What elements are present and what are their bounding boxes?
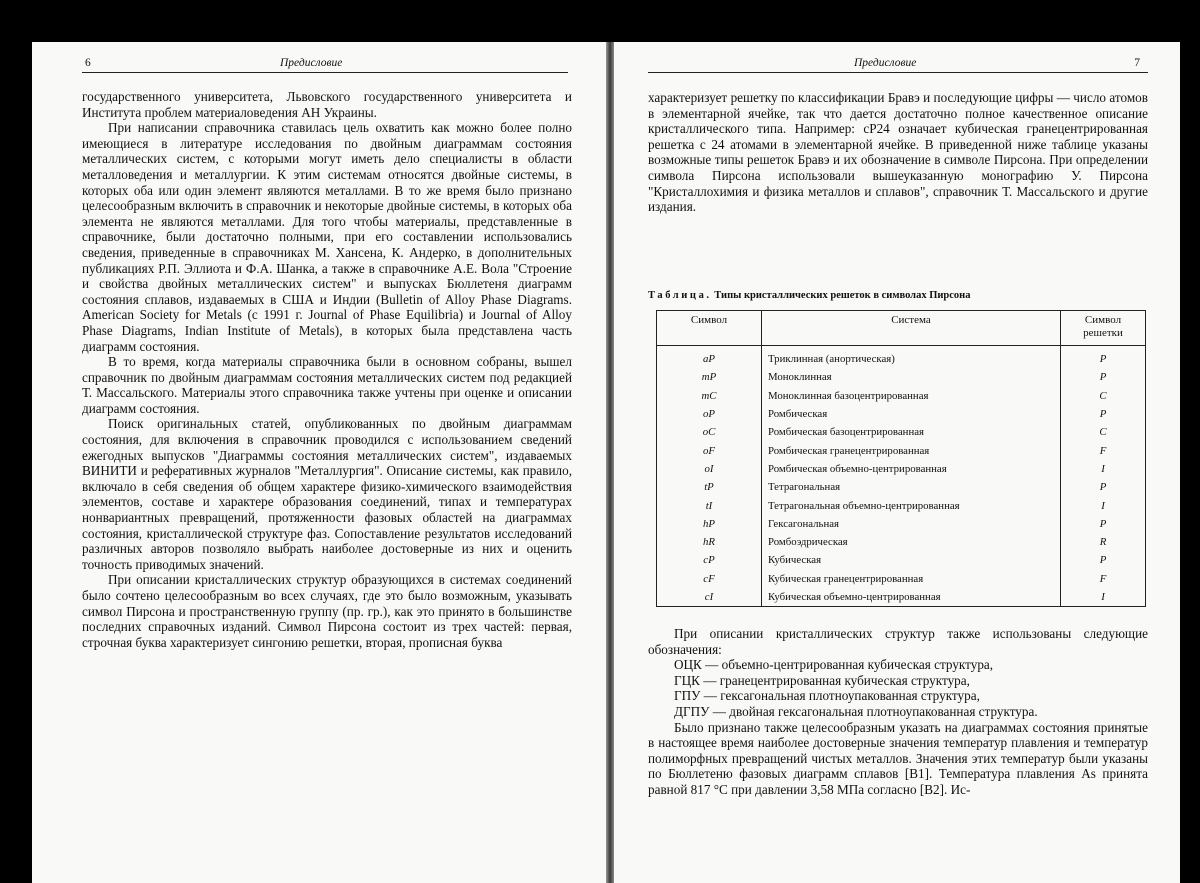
- left-paragraph-1: государственного университета, Львовского государственного университета и Института проблем материаловедения АН Украины.: [82, 89, 572, 120]
- cell-pearson-symbol: oI: [657, 460, 762, 478]
- cell-system: Ромбическая гранецентрированная: [762, 441, 1061, 459]
- left-page-number: 6: [85, 57, 91, 69]
- pearson-symbol-table: [656, 310, 1146, 607]
- cell-lattice-symbol: I: [1101, 499, 1105, 512]
- right-running-head: [648, 54, 1148, 73]
- right-intro-text: [648, 90, 1148, 215]
- cell-lattice-symbol: F: [1099, 444, 1107, 457]
- cell-lattice-symbol: C: [1099, 389, 1107, 402]
- header-system: Система: [762, 311, 1061, 346]
- closing-paragraph: Было признано также целесообразным указать на диаграммах состояния принятые в настоящее время наиболее достоверные значения температур плавления и температур полиморфных превращений чистых металлов. Значения этих температур были указаны по Бюллетеню фазовых диаграмм сплавов [B1]. Температура плавления As принята равной 817 °С при давлении 3,58 МПа согласно [B2]. Ис-: [648, 719, 1148, 797]
- cell-pearson-symbol: cF: [657, 570, 762, 588]
- cell-lattice-symbol: C: [1099, 426, 1107, 439]
- cell-system: Гексагональная: [762, 515, 1061, 533]
- abbreviation-item: ОЦК — объемно-центрированная кубическая структура,: [674, 657, 994, 673]
- cell-lattice-symbol: P: [1099, 371, 1107, 384]
- cell-pearson-symbol: aP: [657, 346, 762, 369]
- left-running-head: [82, 54, 568, 73]
- table-body: [657, 346, 1146, 607]
- cell-system: Ромбическая базоцентрированная: [762, 423, 1061, 441]
- cell-pearson-symbol: tP: [657, 478, 762, 496]
- cell-pearson-symbol: oP: [657, 405, 762, 423]
- cell-lattice-symbol: P: [1099, 353, 1107, 366]
- cell-system: Моноклинная базоцентрированная: [762, 387, 1061, 405]
- table-row: [657, 588, 1146, 607]
- cell-pearson-symbol: tI: [657, 496, 762, 514]
- right-running-title: Предисловие: [854, 57, 917, 69]
- cell-lattice-symbol: F: [1099, 572, 1107, 585]
- cell-system: Ромбоэдрическая: [762, 533, 1061, 551]
- right-page-number: 7: [1134, 57, 1140, 69]
- cell-lattice-symbol: P: [1099, 517, 1107, 530]
- cell-system: Ромбическая: [762, 405, 1061, 423]
- table-caption-label: Таблица.: [648, 290, 712, 301]
- cell-pearson-symbol: cI: [657, 588, 762, 607]
- table-caption-text: Типы кристаллических решеток в символах Пирсона: [714, 290, 971, 301]
- table-row: [657, 368, 1146, 386]
- table-row: [657, 387, 1146, 405]
- cell-pearson-symbol: cP: [657, 551, 762, 569]
- header-lattice-symbol: Символ решетки: [1061, 311, 1146, 346]
- book-spine: [606, 42, 614, 883]
- cell-pearson-symbol: mP: [657, 368, 762, 386]
- cell-lattice-symbol: P: [1099, 481, 1107, 494]
- table-row: [657, 478, 1146, 496]
- cell-system: Кубическая объемно-центрированная: [762, 588, 1061, 607]
- table-row: [657, 441, 1146, 459]
- cell-system: Ромбическая объемно-центрированная: [762, 460, 1061, 478]
- cell-pearson-symbol: oC: [657, 423, 762, 441]
- table-row: [657, 533, 1146, 551]
- left-paragraph-5: При описании кристаллических структур образующихся в системах соединений было сочтено целесообразным во всех случаях, где это было возможным, указывать символ Пирсона и пространственную группу (пр. гр.), как это принято в большинстве последних справочных изданий. Символ Пирсона состоит из трех частей: первая, строчная буква характеризует сингонию решетки, вторая, прописная буква: [82, 572, 572, 650]
- abbreviation-item: ГПУ — гексагональная плотноупакованная структура,: [674, 688, 980, 704]
- left-paragraph-3: В то время, когда материалы справочника были в основном собраны, вышел справочник по двойным диаграммам состояния металлических систем под редакцией Т. Массальского. Материалы этого справочника также учтены при оценке и описании диаграмм состояния.: [82, 354, 572, 416]
- table-row: [657, 460, 1146, 478]
- cell-lattice-symbol: I: [1101, 591, 1105, 603]
- cell-pearson-symbol: hR: [657, 533, 762, 551]
- left-paragraph-2: При написании справочника ставилась цель охватить как можно более полно имеющиеся в литературе исследования по двойным диаграммам состояния металлических систем, с которыми могут иметь дело специалисты в области металловедения и металлургии. К этим системам относятся двойные системы, в которых оба или один элемент являются металлами. В то же время было признано целесообразным включить в справочник и некоторые двойные системы, в которых оба элемента не являются металлами. Для того чтобы материалы, представленные в справочнике, были достаточно полными, при его составлении использовались сведения, приведенные в справочниках М. Хансена, К. Андерко, в дополнительных публикациях Р.П. Эллиота и Ф.А. Шанка, а также в справочнике А.Е. Вола "Строение и свойства двойных металлических систем" и выпусках Бюллетеня диаграмм состояния сплавов, издаваемых в США и Индии (Bulletin of Alloy Phase Diagrams. American Society for Metals (с 1991 г. Journal of Phase Equilibria) и Journal of Alloy Phase Diagrams, Indian Institute of Metals), в которых была представлена часть диаграмм состояния.: [82, 120, 572, 354]
- table-row: [657, 515, 1146, 533]
- table-row: [657, 551, 1146, 569]
- cell-system: Тетрагональная: [762, 478, 1061, 496]
- table-row: [657, 570, 1146, 588]
- cell-system: Кубическая: [762, 551, 1061, 569]
- abbreviation-item: ГЦК — гранецентрированная кубическая структура,: [674, 672, 970, 688]
- left-running-title: Предисловие: [280, 57, 343, 69]
- abbreviation-item: ДГПУ — двойная гексагональная плотноупакованная структура.: [674, 703, 1038, 719]
- cell-pearson-symbol: mC: [657, 387, 762, 405]
- cell-lattice-symbol: R: [1099, 536, 1107, 549]
- left-body-text: [82, 89, 572, 650]
- left-paragraph-4: Поиск оригинальных статей, опубликованных по двойным диаграммам состояния, для включения в справочник проводился с использованием сведений ежегодных выпусков "Диаграммы состояния металлических систем", издаваемых ВИНИТИ и реферативных журналов "Металлургия". Описание системы, как правило, включало в себя сведения об общем характере физико-химического взаимодействия элементов, составе и характере образования соединений, типах и температурах нонвариантных превращений, протяженности фазовых областей на диаграммах состояния, кристаллической структуре фаз. Сопоставление результатов исследований различных авторов позволяло выбрать наиболее достоверные из них и оценить точность приводимых значений.: [82, 416, 572, 572]
- right-intro-paragraph: характеризует решетку по классификации Бравэ и последующие цифры — число атомов в элементарной ячейке, так что дается достаточно полное качественное описание кристаллического типа. Например: cP24 означает кубическая гранецентрированная решетка с 24 атомами в элементарной ячейке. В приведенной ниже таблице указаны возможные типы решеток Бравэ и их обозначение в символе Пирсона. При определении символа Пирсона использовали вышеуказанную монографию У. Пирсона "Кристаллохимия и физика металлов и сплавов", справочник Т. Массальского и другие издания.: [648, 90, 1148, 215]
- table-row: [657, 496, 1146, 514]
- cell-lattice-symbol: P: [1099, 554, 1107, 567]
- right-closing-text: [648, 626, 1148, 798]
- cell-system: Триклинная (анортическая): [762, 346, 1061, 369]
- cell-pearson-symbol: hP: [657, 515, 762, 533]
- cell-lattice-symbol: I: [1101, 462, 1105, 475]
- table-row: [657, 346, 1146, 369]
- cell-pearson-symbol: oF: [657, 441, 762, 459]
- cell-lattice-symbol: P: [1099, 408, 1107, 421]
- table-row: [657, 405, 1146, 423]
- table-row: [657, 423, 1146, 441]
- cell-system: Тетрагональная объемно-центрированная: [762, 496, 1061, 514]
- header-symbol: Символ: [657, 311, 762, 346]
- table-caption: [648, 289, 1148, 303]
- cell-system: Кубическая гранецентрированная: [762, 570, 1061, 588]
- cell-system: Моноклинная: [762, 368, 1061, 386]
- table-header-row: [657, 311, 1146, 346]
- after-table-intro: При описании кристаллических структур также использованы следующие обозначения:: [648, 626, 1148, 657]
